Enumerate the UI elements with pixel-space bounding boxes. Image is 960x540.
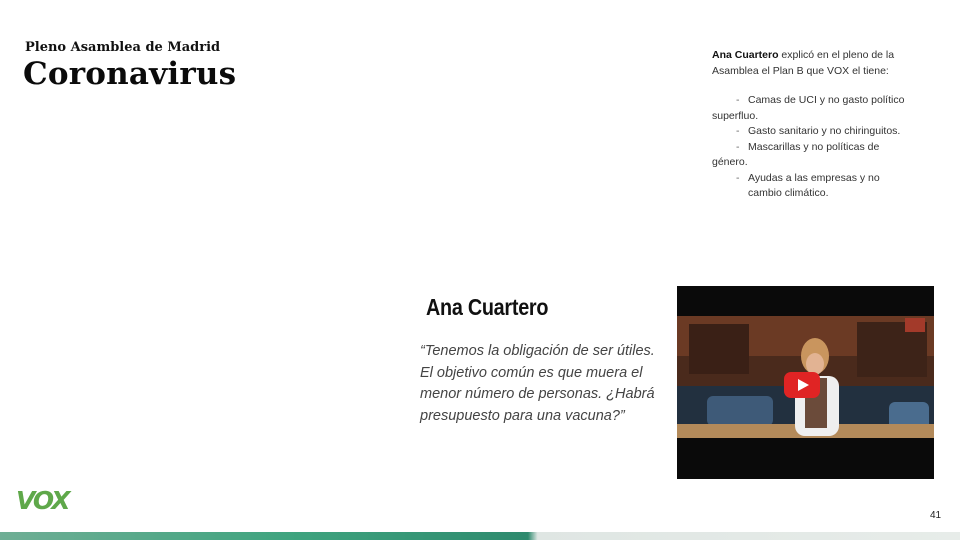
plan-b-list bbox=[712, 93, 912, 202]
list-item: - Camas de UCI y no gasto político superfluo. bbox=[712, 93, 912, 124]
list-item: - Gasto sanitario y no chiringuitos. bbox=[712, 124, 912, 140]
plan-b-summary bbox=[712, 48, 912, 202]
summary-lead-text: explicó en el pleno de la Asamblea el Plan B que VOX el tiene: bbox=[712, 49, 895, 77]
page-number: 41 bbox=[930, 510, 942, 521]
video-player[interactable] bbox=[677, 286, 934, 479]
summary-lead-name: Ana Cuartero bbox=[712, 49, 779, 61]
youtube-play-icon[interactable] bbox=[784, 372, 820, 398]
speaker-name: Ana Cuartero bbox=[426, 294, 549, 320]
list-item: - Ayudas a las empresas y no cambio climático. bbox=[712, 171, 912, 202]
footer-bar bbox=[0, 532, 960, 540]
summary-lead bbox=[712, 48, 912, 79]
speaker-quote: “Tenemos la obligación de ser útiles. El objetivo común es que muera el menor número de personas. ¿Habrá presupuesto para una vacuna?” bbox=[420, 343, 655, 424]
vox-logo: VOX bbox=[16, 486, 69, 515]
list-item: - Mascarillas y no políticas de género. bbox=[712, 140, 912, 171]
slide-title: Coronavirus bbox=[23, 56, 237, 92]
slide-kicker: Pleno Asamblea de Madrid bbox=[25, 40, 221, 55]
